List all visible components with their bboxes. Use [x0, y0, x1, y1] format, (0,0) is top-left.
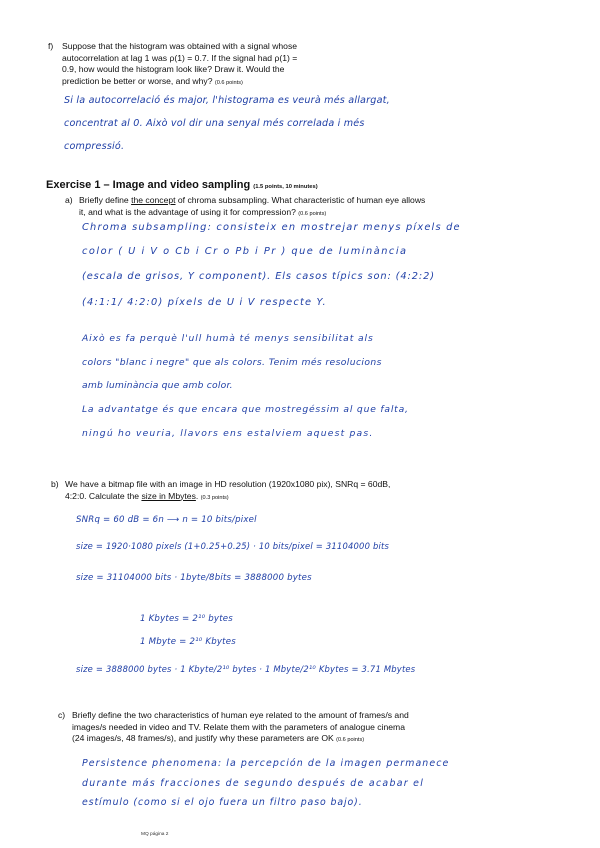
question-label: a) [65, 195, 73, 205]
points-label: (0.3 points) [200, 494, 229, 501]
question-label: c) [58, 710, 66, 720]
handwritten-answer-line: SNRq = 60 dB = 6n ⟶ n = 10 bits/pixel [76, 515, 257, 525]
exercise-title [46, 179, 318, 191]
question-text: . [195, 490, 199, 501]
question-text-line: Suppose that the histogram was obtained with a signal whose [62, 41, 298, 51]
question-b [51, 479, 525, 504]
handwritten-answer-line: size = 31104000 bits · 1byte/8bits = 3888000 bytes [76, 573, 312, 583]
underlined-text: size in Mbytes [141, 490, 196, 501]
handwritten-answer-line: color ( U i V o Cb i Cr o Pb i Pr ) que de luminància [82, 246, 408, 257]
exercise-title-text: Exercise 1 – Image and video sampling [46, 179, 251, 191]
page-footer: MQ página 2 [141, 832, 169, 837]
question-text-line: images/s needed in video and TV. Relate them with the parameters of analogue cinema [72, 721, 405, 732]
question-text-line: 0.9, how would the histogram look like? Draw it. Would the [62, 64, 285, 74]
handwritten-answer-line: Si la autocorrelació és major, l'histograma es veurà més allargat, [64, 95, 390, 106]
handwritten-answer-line: estímulo (como si el ojo fuera un filtro paso bajo). [82, 797, 363, 808]
handwritten-answer-line: Chroma subsampling: consisteix en mostrejar menys píxels de [82, 222, 461, 233]
handwritten-answer-line: colors "blanc i negre" que als colors. Tenim més resolucions [82, 357, 382, 368]
question-c [58, 710, 532, 747]
question-text-line: We have a bitmap file with an image in HD resolution (1920x1080 pix), SNRq = 60dB, [65, 479, 391, 489]
handwritten-answer-line: 1 Kbytes = 2¹⁰ bytes [140, 614, 233, 624]
handwritten-answer-line: Això es fa perquè l'ull humà té menys sensibilitat als [82, 333, 374, 344]
question-text: of chroma subsampling. What characteristic of human eye allows [175, 195, 426, 205]
question-text-line: (24 images/s, 48 frames/s), and justify why these parameters are OK [72, 733, 334, 743]
question-text-line: it, and what is the advantage of using it for compression? [79, 206, 296, 217]
handwritten-answer-line: size = 3888000 bytes · 1 Kbyte/2¹⁰ bytes · 1 Mbyte/2¹⁰ Kbytes = 3.71 Mbytes [76, 664, 416, 674]
underlined-text: the concept [131, 195, 176, 205]
handwritten-answer-line: durante más fracciones de segundo después de acabar el [82, 778, 425, 789]
question-f [48, 41, 362, 89]
handwritten-answer-line: compressió. [64, 141, 125, 152]
handwritten-answer-line: concentrat al 0. Això vol dir una senyal més correlada i més [64, 118, 365, 129]
handwritten-answer-line: (escala de grisos, Y component). Els casos típics son: (4:2:2) [82, 271, 435, 282]
handwritten-answer-line: 1 Mbyte = 2¹⁰ Kbytes [140, 637, 236, 647]
handwritten-answer-line: size = 1920·1080 pixels (1+0.25+0.25) · 10 bits/pixel = 31104000 bits [76, 541, 390, 551]
question-text: Briefly define [79, 195, 132, 205]
handwritten-answer-line: La advantatge és que encara que mostregéssim al que falta, [82, 404, 409, 415]
question-text: 4:2:0. Calculate the [65, 490, 142, 501]
handwritten-answer-line: amb luminància que amb color. [82, 380, 233, 391]
question-label: b) [51, 479, 59, 489]
question-a [65, 195, 519, 220]
points-label: (1.5 points, 10 minutes) [253, 184, 318, 190]
question-text-line: prediction be better or worse, and why? [62, 75, 213, 86]
handwritten-answer-line: (4:1:1/ 4:2:0) píxels de U i V respecte Y. [82, 297, 327, 308]
points-label: (0.6 points) [298, 210, 327, 217]
question-label: f) [48, 41, 54, 51]
handwritten-answer-line: Persistence phenomena: la percepción de la imagen permanece [82, 758, 450, 769]
points-label: (0.6 points) [214, 79, 243, 86]
question-text-line: Briefly define the two characteristics of human eye related to the amount of frames/s and [72, 710, 409, 720]
question-text-line: autocorrelation at lag 1 was ρ(1) = 0.7. If the signal had ρ(1) = [62, 52, 298, 63]
handwritten-answer-line: ningú ho veuria, llavors ens estalviem aquest pas. [82, 428, 374, 439]
points-label: (0.6 points) [336, 737, 365, 743]
